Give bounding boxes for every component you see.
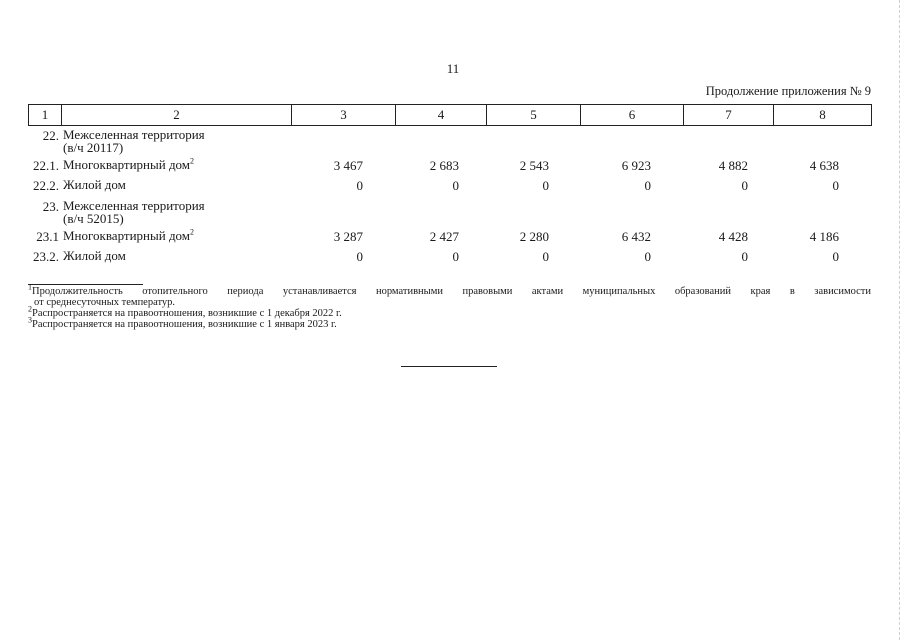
continuation-title: Продолжение приложения № 9 [705,84,871,98]
footnote-ref: 2 [190,227,195,237]
header-cell: 3 [292,105,396,126]
row-name-line: (в/ч 20117) [63,140,124,155]
row-name-line: Межселенная территория [63,127,205,142]
table-row [28,199,871,229]
row-name: Жилой дом [63,248,126,263]
footnote-1-continuation: от среднесуточных температур. [34,297,176,308]
value-cell: 2 427 [429,229,459,244]
header-cell: 6 [581,105,684,126]
header-cell: 2 [62,105,292,126]
header-cell: 8 [774,105,872,126]
value-cell: 0 [542,178,549,193]
value-cell: 3 467 [333,158,363,173]
footnote-mark: 3 [28,315,32,325]
table-row [28,229,871,249]
value-cell: 2 280 [519,229,549,244]
row-name-line: (в/ч 52015) [63,211,124,226]
row-name [63,199,293,225]
table-row [28,249,871,270]
value-cell: 0 [542,249,549,264]
footnote-text: Распространяется на правоотношения, возникшие с 1 января 2023 г. [32,319,337,330]
value-cell: 4 186 [809,229,839,244]
value-cell: 4 638 [809,158,839,173]
row-name-line: Межселенная территория [63,198,205,213]
row-number: 22.2. [33,178,59,193]
table-row [28,128,871,158]
value-cell: 0 [452,249,459,264]
page-number: 11 [446,61,460,76]
header-cell: 7 [684,105,774,126]
value-cell: 6 432 [621,229,651,244]
value-cell: 0 [741,178,748,193]
column-number-header [28,104,872,126]
row-number: 23.1 [36,229,59,244]
footnote-mark: 2 [28,304,32,314]
value-cell: 3 287 [333,229,363,244]
value-cell: 2 543 [519,158,549,173]
header-row [29,105,872,126]
row-name [63,158,293,171]
row-number: 23. [42,199,59,214]
value-cell: 6 923 [621,158,651,173]
row-name [63,229,293,242]
value-cell: 4 428 [718,229,748,244]
value-cell: 0 [644,249,651,264]
row-number: 22. [42,128,59,143]
value-cell: 4 882 [718,158,748,173]
row-name: Жилой дом [63,177,126,192]
value-cell: 0 [832,178,839,193]
table-row [28,158,871,178]
footnote-1 [28,282,871,297]
footnotes [28,282,871,330]
value-cell: 0 [356,249,363,264]
row-name-line: Многоквартирный дом [63,228,191,243]
header-cell: 5 [487,105,581,126]
value-cell: 0 [741,249,748,264]
row-name-line: Многоквартирный дом [63,157,191,172]
row-number: 22.1. [33,158,59,173]
row-name [63,128,293,154]
end-separator [401,366,497,367]
footnote-2 [28,304,871,319]
value-cell: 0 [356,178,363,193]
value-cell: 0 [452,178,459,193]
data-rows [28,128,871,270]
footnote-separator [28,284,143,285]
footnote-ref: 2 [190,156,195,166]
header-cell: 4 [396,105,487,126]
footnote-text: Распространяется на правоотношения, возникшие с 1 декабря 2022 г. [32,308,342,319]
header-cell: 1 [29,105,62,126]
row-number: 23.2. [33,249,59,264]
value-cell: 0 [832,249,839,264]
table-row [28,178,871,199]
value-cell: 0 [644,178,651,193]
footnote-mark: 1 [28,282,32,292]
value-cell: 2 683 [429,158,459,173]
footnote-text: Продолжительность отопительного периода устанавливается нормативными правовыми актами муниципальных образований края в зависимости [32,286,871,297]
page-edge-line [899,0,900,640]
footnote-3 [28,315,871,330]
